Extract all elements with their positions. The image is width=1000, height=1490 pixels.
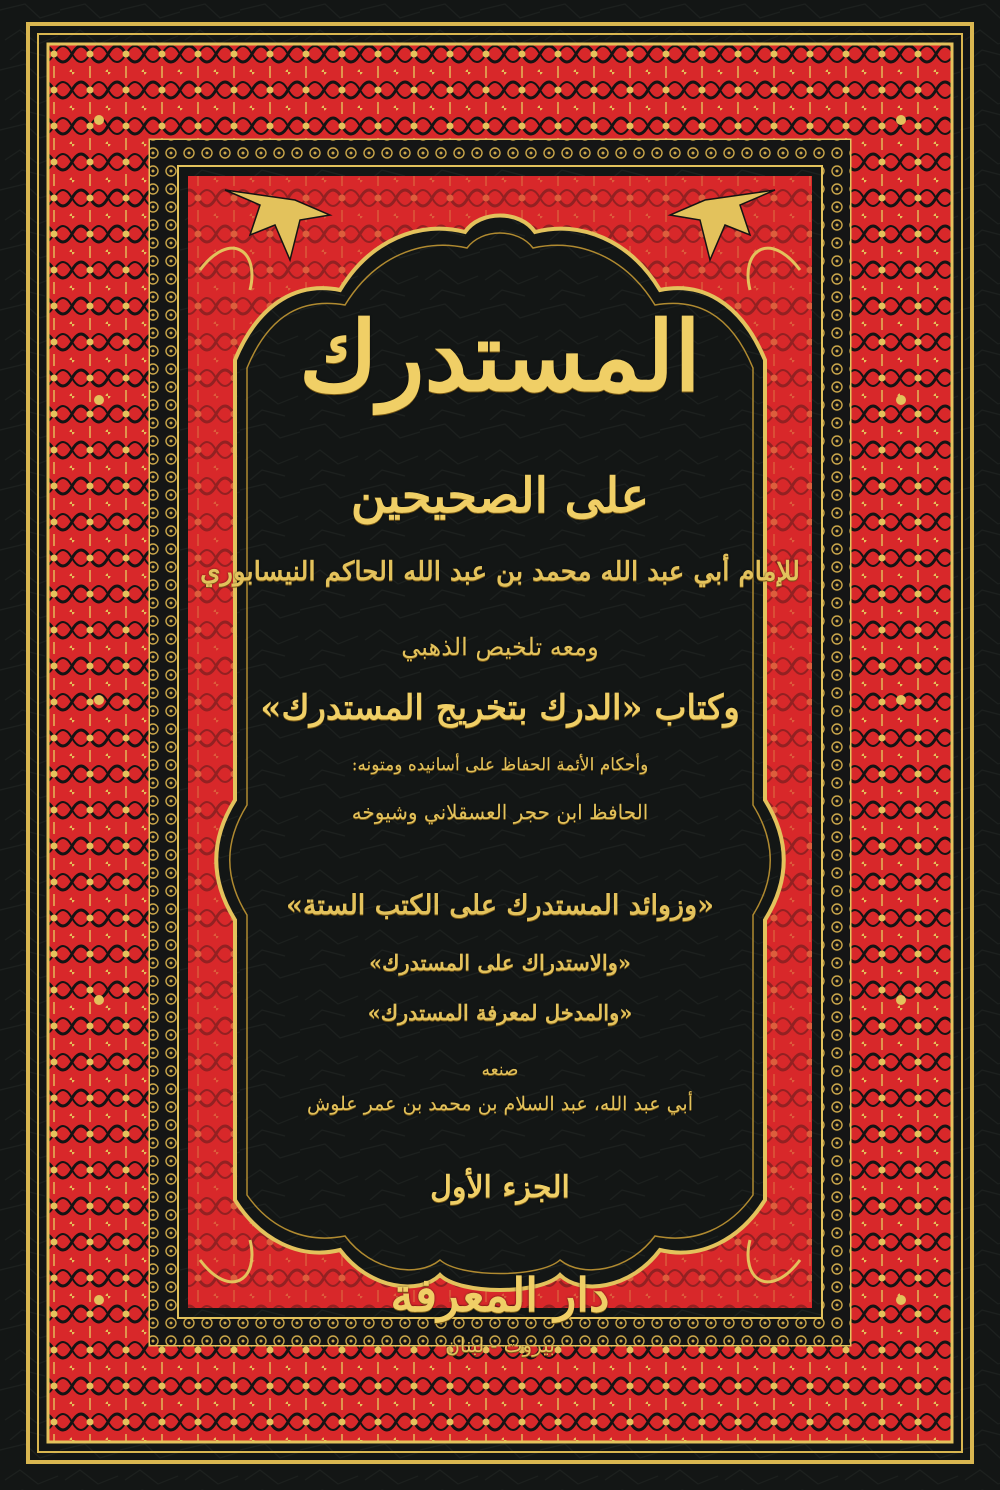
hafiz-line: الحافظ ابن حجر العسقلاني وشيوخه: [351, 800, 649, 824]
volume-label: الجزء الأول: [430, 1170, 570, 1205]
rulings-line: وأحكام الأئمة الحفاظ على أسانيده ومتونه:: [351, 755, 649, 775]
publisher-location: بيروت - لبنان: [445, 1333, 555, 1357]
author-line: للإمام أبي عبد الله محمد بن عبد الله الحاكم النيسابوري: [200, 557, 800, 587]
extra-work-1: «وزوائد المستدرك على الكتب الستة»: [286, 890, 714, 921]
compiler-name: أبي عبد الله، عبد السلام بن محمد بن عمر علوش: [307, 1093, 693, 1115]
book-darak-line: وكتاب «الدرك بتخريج المستدرك»: [260, 688, 740, 728]
compiled-label: صنعه: [481, 1060, 519, 1080]
publisher-name: دار المعرفة: [390, 1268, 610, 1322]
book-title: المستدرك: [299, 300, 701, 413]
extra-work-3: «والمدخل لمعرفة المستدرك»: [367, 1000, 633, 1025]
extra-work-2: «والاستدراك على المستدرك»: [369, 950, 631, 975]
with-talkhis-line: ومعه تلخيص الذهبي: [401, 633, 599, 661]
book-subtitle: على الصحيحين: [350, 468, 650, 524]
